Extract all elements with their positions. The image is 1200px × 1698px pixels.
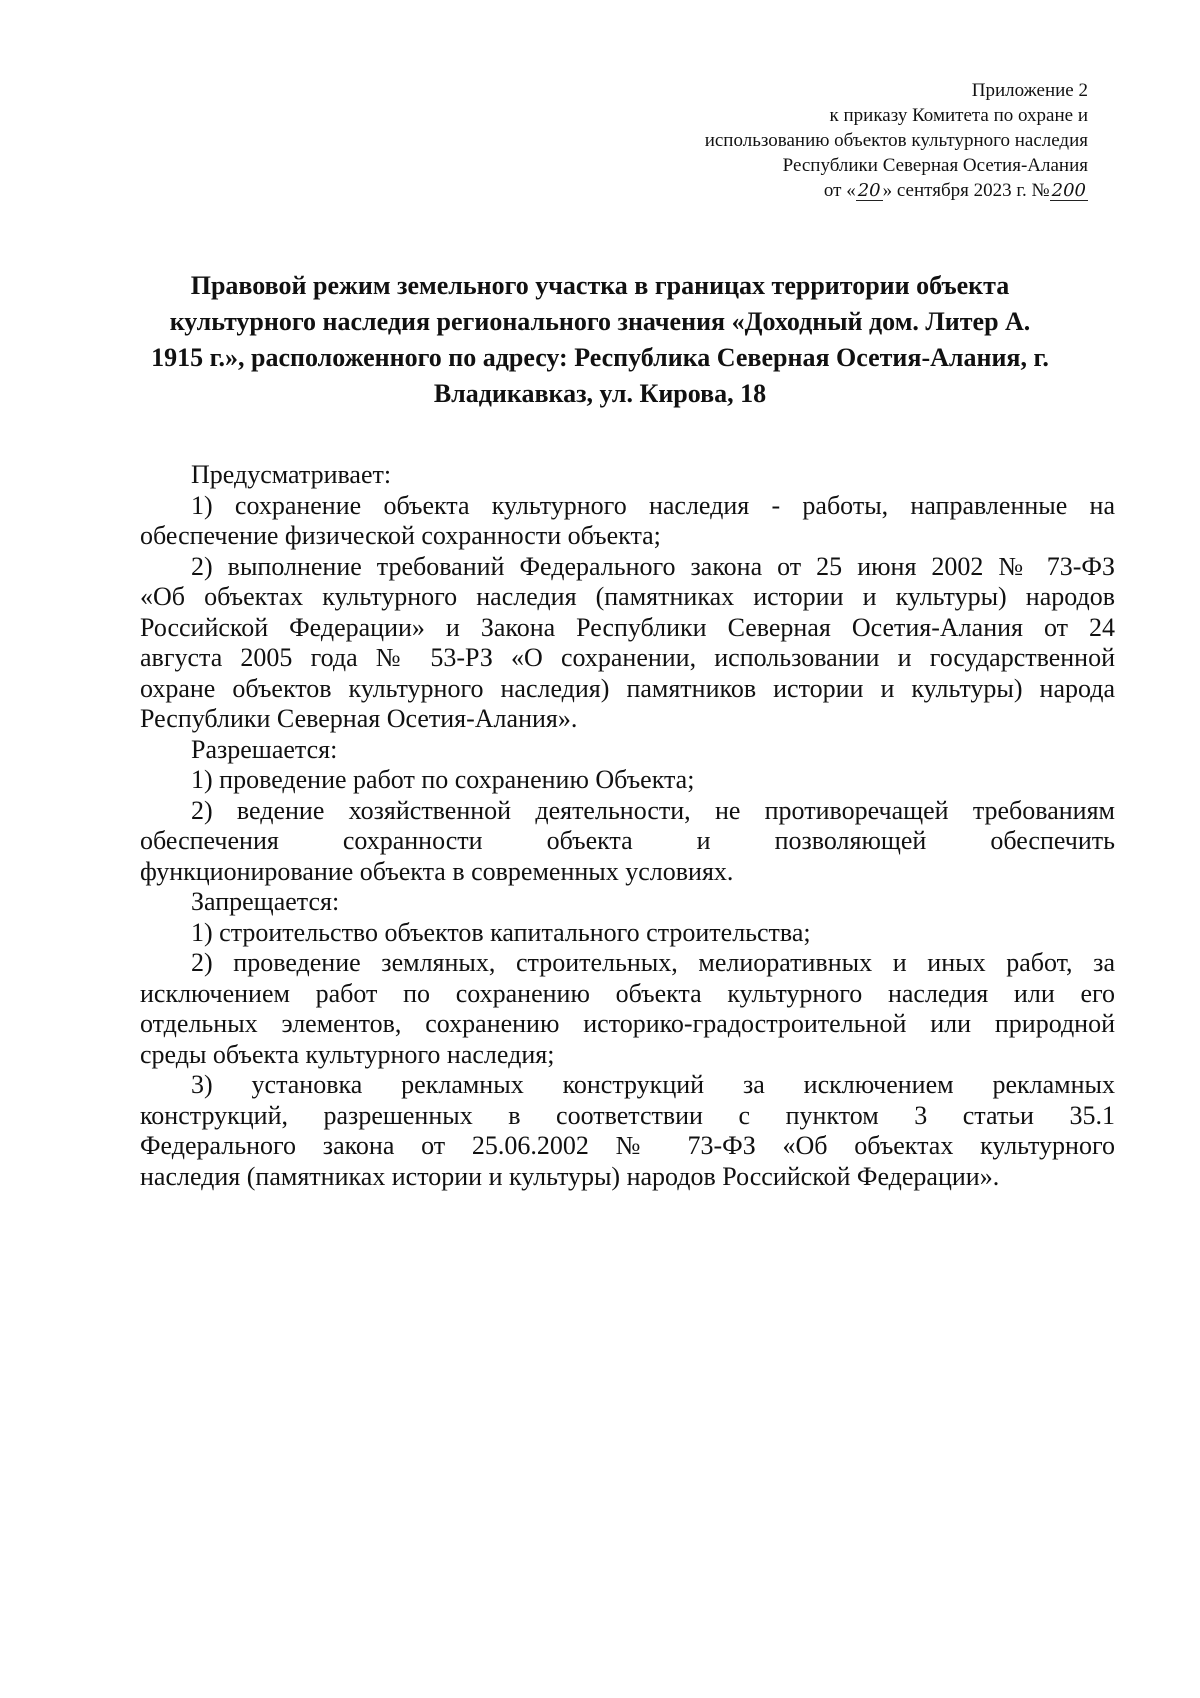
title-line: Правовой режим земельного участка в границах территории объекта xyxy=(190,271,1010,300)
text-line: Российской Федерации» и Закона Республики Северная Осетия-Алания от 24 xyxy=(140,612,1115,642)
order-date-line xyxy=(528,178,1088,203)
text-line: 2) ведение хозяйственной деятельности, не противоречащей требованиям xyxy=(191,795,1115,825)
text-line: функционирование объекта в современных условиях. xyxy=(140,856,734,886)
text-line: среды объекта культурного наследия; xyxy=(140,1039,555,1069)
text-line: обеспечения сохранности объекта и позволяющей обеспечить xyxy=(140,826,1115,855)
committee-name-line: использованию объектов культурного наследия xyxy=(704,130,1088,151)
text-line: 1) строительство объектов капитального строительства; xyxy=(191,917,811,947)
forbidden-heading: Запрещается: xyxy=(191,887,340,916)
title-line: культурного наследия регионального значения «Доходный дом. Литер А. xyxy=(169,307,1031,336)
text-line: наследия (памятниках истории и культуры) народов Российской Федерации». xyxy=(140,1161,1000,1191)
text-line: 1) сохранение объекта культурного наследия - работы, направленные на xyxy=(191,490,1115,520)
appendix-label: Приложение 2 xyxy=(971,80,1088,101)
forbidden-item-1 xyxy=(140,918,1115,949)
document-title xyxy=(140,268,1060,412)
handwritten-order-number: 200 xyxy=(1051,180,1086,201)
provides-item-2 xyxy=(140,552,1115,735)
allowed-heading: Разрешается: xyxy=(191,734,338,764)
provides-heading: Предусматривает: xyxy=(191,460,392,489)
title-line: Владикавказ, ул. Кирова, 18 xyxy=(433,379,767,408)
text-line: 1) проведение работ по сохранению Объекта; xyxy=(191,765,695,794)
allowed-item-1 xyxy=(140,765,1115,796)
handwritten-day: 20 xyxy=(857,180,881,201)
order-reference-line: к приказу Комитета по охране и xyxy=(829,105,1088,126)
document-body xyxy=(140,460,1115,1192)
forbidden-item-3 xyxy=(140,1070,1115,1192)
allowed-item-2 xyxy=(140,796,1115,888)
text-line: Республики Северная Осетия-Алания». xyxy=(140,704,578,733)
text-line: конструкций, разрешенных в соответствии с пунктом 3 статьи 35.1 xyxy=(140,1100,1115,1130)
date-prefix: от « xyxy=(823,180,856,201)
text-line: 3) установка рекламных конструкций за исключением рекламных xyxy=(191,1070,1115,1099)
text-line: обеспечение физической сохранности объекта; xyxy=(140,521,661,550)
text-line: 2) проведение земляных, строительных, мелиоративных и иных работ, за xyxy=(191,948,1115,977)
text-line: августа 2005 года № 53-РЗ «О сохранении, использовании и государственной xyxy=(140,643,1115,672)
text-line: охране объектов культурного наследия) памятников истории и культуры) народа xyxy=(140,673,1115,703)
text-line: исключением работ по сохранению объекта культурного наследия или его xyxy=(140,978,1115,1008)
text-line: отдельных элементов, сохранению историко-градостроительной или природной xyxy=(140,1009,1115,1038)
provides-item-1 xyxy=(140,491,1115,552)
appendix-header xyxy=(528,78,1088,203)
text-line: Федерального закона от 25.06.2002 № 73-ФЗ «Об объектах культурного xyxy=(140,1131,1115,1160)
title-line: 1915 г.», расположенного по адресу: Республика Северная Осетия-Алания, г. xyxy=(151,343,1049,372)
forbidden-item-2 xyxy=(140,948,1115,1070)
text-line: 2) выполнение требований Федерального закона от 25 июня 2002 № 73-ФЗ xyxy=(191,551,1115,581)
republic-name-line: Республики Северная Осетия-Алания xyxy=(782,155,1088,176)
text-line: «Об объектах культурного наследия (памятниках истории и культуры) народов xyxy=(140,582,1115,611)
date-month-year: » сентября 2023 г. № xyxy=(882,180,1050,201)
